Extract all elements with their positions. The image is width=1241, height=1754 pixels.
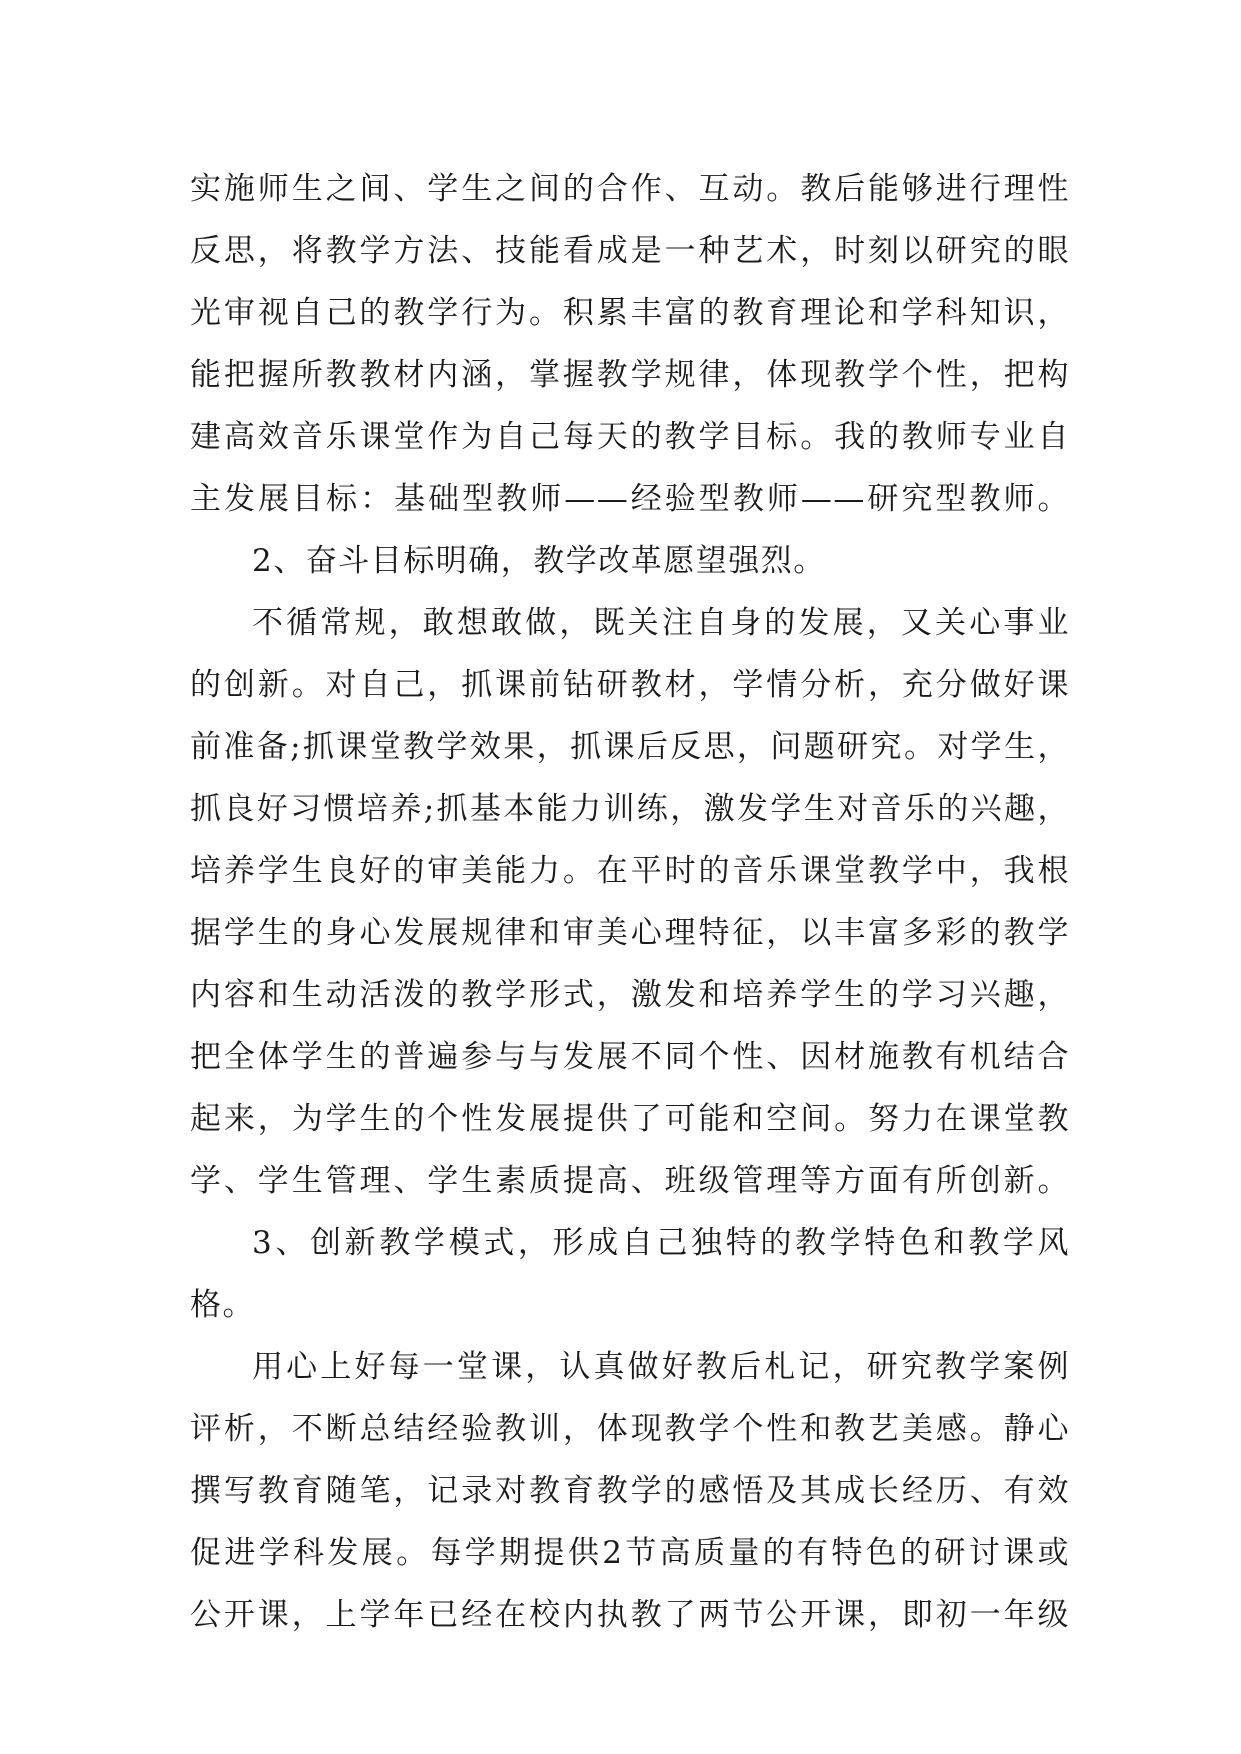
text-line: 内容和生动活泼的教学形式，激发和培养学生的学习兴趣， [190,977,1070,1013]
text-line: 的创新。对自己，抓课前钻研教材，学情分析，充分做好课 [190,667,1070,703]
section-heading-3: 3、创新教学模式，形成自己独特的教学特色和教学风 [252,1225,1070,1261]
text-line: 促进学科发展。每学期提供2节高质量的有特色的研讨课或 [190,1535,1070,1571]
text-line: 实施师生之间、学生之间的合作、互动。教后能够进行理性 [190,171,1070,207]
text-line: 撰写教育随笔，记录对教育教学的感悟及其成长经历、有效 [190,1473,1070,1509]
text-line: 反思，将教学方法、技能看成是一种艺术，时刻以研究的眼 [190,233,1070,269]
text-line: 抓良好习惯培养;抓基本能力训练，激发学生对音乐的兴趣， [190,791,1070,827]
text-line: 前准备;抓课堂教学效果，抓课后反思，问题研究。对学生， [190,729,1070,765]
text-line: 建高效音乐课堂作为自己每天的教学目标。我的教师专业自 [190,419,1070,455]
text-line: 把全体学生的普遍参与与发展不同个性、因材施教有机结合 [190,1039,1070,1075]
text-line: 起来，为学生的个性发展提供了可能和空间。努力在课堂教 [190,1101,1070,1137]
text-line: 用心上好每一堂课，认真做好教后札记，研究教学案例 [252,1349,1070,1385]
text-line: 评析，不断总结经验教训，体现教学个性和教艺美感。静心 [190,1411,1070,1447]
text-line: 光审视自己的教学行为。积累丰富的教育理论和学科知识， [190,295,1070,331]
text-line: 培养学生良好的审美能力。在平时的音乐课堂教学中，我根 [190,853,1070,889]
text-line: 能把握所教教材内涵，掌握教学规律，体现教学个性，把构 [190,357,1070,393]
text-line: 格。 [190,1287,255,1323]
text-line: 公开课，上学年已经在校内执教了两节公开课，即初一年级 [190,1597,1070,1633]
text-line: 学、学生管理、学生素质提高、班级管理等方面有所创新。 [190,1163,1070,1199]
text-line: 据学生的身心发展规律和审美心理特征，以丰富多彩的教学 [190,915,1070,951]
text-line: 主发展目标：基础型教师——经验型教师——研究型教师。 [190,481,1070,517]
document-body [190,158,1070,1646]
section-heading-2: 2、奋斗目标明确，教学改革愿望强烈。 [252,543,826,579]
text-line: 不循常规，敢想敢做，既关注自身的发展，又关心事业 [252,605,1070,641]
